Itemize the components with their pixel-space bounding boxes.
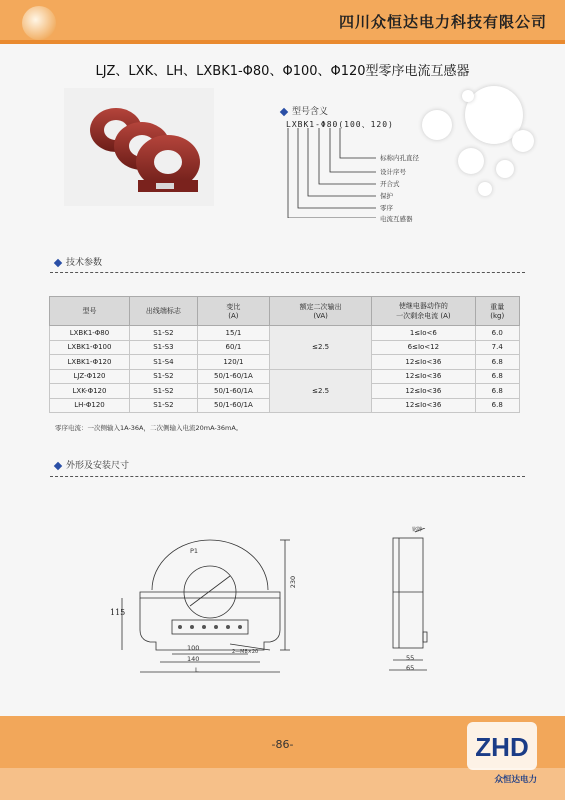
col-header: 型号 [50, 297, 130, 326]
cell-terminal: S1-S4 [129, 355, 197, 370]
decor-bubble [496, 160, 514, 178]
model-label: 电流互感器 [380, 215, 413, 223]
dim-100: 100 [187, 644, 200, 652]
side-body [393, 538, 423, 648]
cell-ratio: 15/1 [197, 326, 269, 341]
header-decor-circle [22, 6, 56, 40]
cell-current: 12≤Io<36 [372, 398, 475, 413]
cell-current: 12≤Io<36 [372, 355, 475, 370]
table-row [50, 326, 520, 341]
cell-va: ≤2.5 [269, 326, 371, 370]
cell-weight: 6.8 [475, 355, 520, 370]
company-logo [467, 722, 537, 770]
ct-ring-front [136, 135, 200, 192]
cell-current: 12≤Io<36 [372, 384, 475, 399]
cell-model: LH-Φ120 [50, 398, 130, 413]
cell-model: LXBK1-Φ80 [50, 326, 130, 341]
cell-va: ≤2.5 [269, 369, 371, 413]
cell-current: 1≤Io<6 [372, 326, 475, 341]
cell-weight: 6.8 [475, 384, 520, 399]
dim-140: 140 [187, 655, 200, 663]
cell-model: LXBK1-Φ100 [50, 340, 130, 355]
front-outline-bottom [140, 598, 280, 650]
model-label: 开合式 [380, 180, 400, 188]
dim-115: 115 [110, 608, 126, 617]
table-row [50, 369, 520, 384]
col-header: 变比 (A) [197, 297, 269, 326]
note-text: 零序电流：一次侧输入1A-36A，二次侧输入电流20mA-36mA。 [55, 424, 243, 432]
dim-L: L [195, 666, 199, 674]
col-header: 重量 (kg) [475, 297, 520, 326]
cell-model: LXBK1-Φ120 [50, 355, 130, 370]
nameplate-tag: 铭牌 [412, 527, 423, 533]
page-number: -86- [271, 738, 294, 751]
diamond-icon [54, 258, 62, 266]
company-name: 四川众恒达电力科技有限公司 [338, 13, 547, 31]
cell-current: 6≤Io<12 [372, 340, 475, 355]
diamond-icon [54, 461, 62, 469]
model-label: 零序 [380, 204, 393, 212]
divider [50, 476, 525, 477]
cell-weight: 6.0 [475, 326, 520, 341]
cell-terminal: S1-S2 [129, 398, 197, 413]
cell-ratio: 60/1 [197, 340, 269, 355]
cell-weight: 6.8 [475, 398, 520, 413]
header-stripe [0, 40, 565, 44]
cell-ratio: 120/1 [197, 355, 269, 370]
dim-230: 230 [289, 575, 298, 589]
cell-model: LXK-Φ120 [50, 384, 130, 399]
model-label: 保护 [380, 192, 393, 200]
cell-terminal: S1-S2 [129, 369, 197, 384]
table-header-row [50, 297, 520, 326]
front-outline-top [152, 540, 268, 590]
cell-ratio: 50/1-60/1A [197, 384, 269, 399]
col-header: 出线端标志 [129, 297, 197, 326]
decor-bubble [458, 148, 484, 174]
cell-terminal: S1-S2 [129, 384, 197, 399]
dims-section-heading: 外形及安装尺寸 [55, 458, 129, 471]
label-p1: P1 [190, 547, 199, 555]
tech-section-heading: 技术参数 [55, 255, 102, 268]
cell-terminal: S1-S3 [129, 340, 197, 355]
model-bracket-lines [284, 128, 384, 218]
cell-ratio: 50/1-60/1A [197, 398, 269, 413]
model-label: 标称内孔直径 [380, 154, 419, 162]
bolt-spec: 2—M8×20 [232, 649, 259, 655]
front-split-band [140, 592, 280, 598]
dim-65: 65 [406, 664, 415, 672]
cell-ratio: 50/1-60/1A [197, 369, 269, 384]
diamond-icon [280, 107, 288, 115]
model-code: LXBK1-Φ80(100、120) [286, 120, 394, 129]
side-view-drawing [385, 528, 445, 678]
cell-model: LJZ-Φ120 [50, 369, 130, 384]
logo-mark: ZHD [475, 732, 529, 762]
decor-bubble [512, 130, 534, 152]
cell-weight: 6.8 [475, 369, 520, 384]
spec-table [49, 296, 520, 413]
col-header: 使继电器动作的 一次剩余电流 (A) [372, 297, 475, 326]
dim-55: 55 [406, 654, 415, 662]
cell-current: 12≤Io<36 [372, 369, 475, 384]
logo-text: 众恒达电力 [494, 775, 537, 785]
page-title: LJZ、LXK、LH、LXBK1-Φ80、Φ100、Φ120型零序电流互感器 [95, 64, 470, 79]
col-header: 额定二次输出 (VA) [269, 297, 371, 326]
product-photo [64, 88, 214, 206]
front-view-drawing [110, 520, 310, 700]
cell-weight: 7.4 [475, 340, 520, 355]
cell-terminal: S1-S2 [129, 326, 197, 341]
decor-bubble [462, 90, 474, 102]
decor-bubble [478, 182, 492, 196]
decor-bubble [422, 110, 452, 140]
model-section-heading: 型号含义 [281, 104, 328, 117]
model-label: 设计序号 [380, 168, 406, 176]
divider [50, 272, 525, 273]
